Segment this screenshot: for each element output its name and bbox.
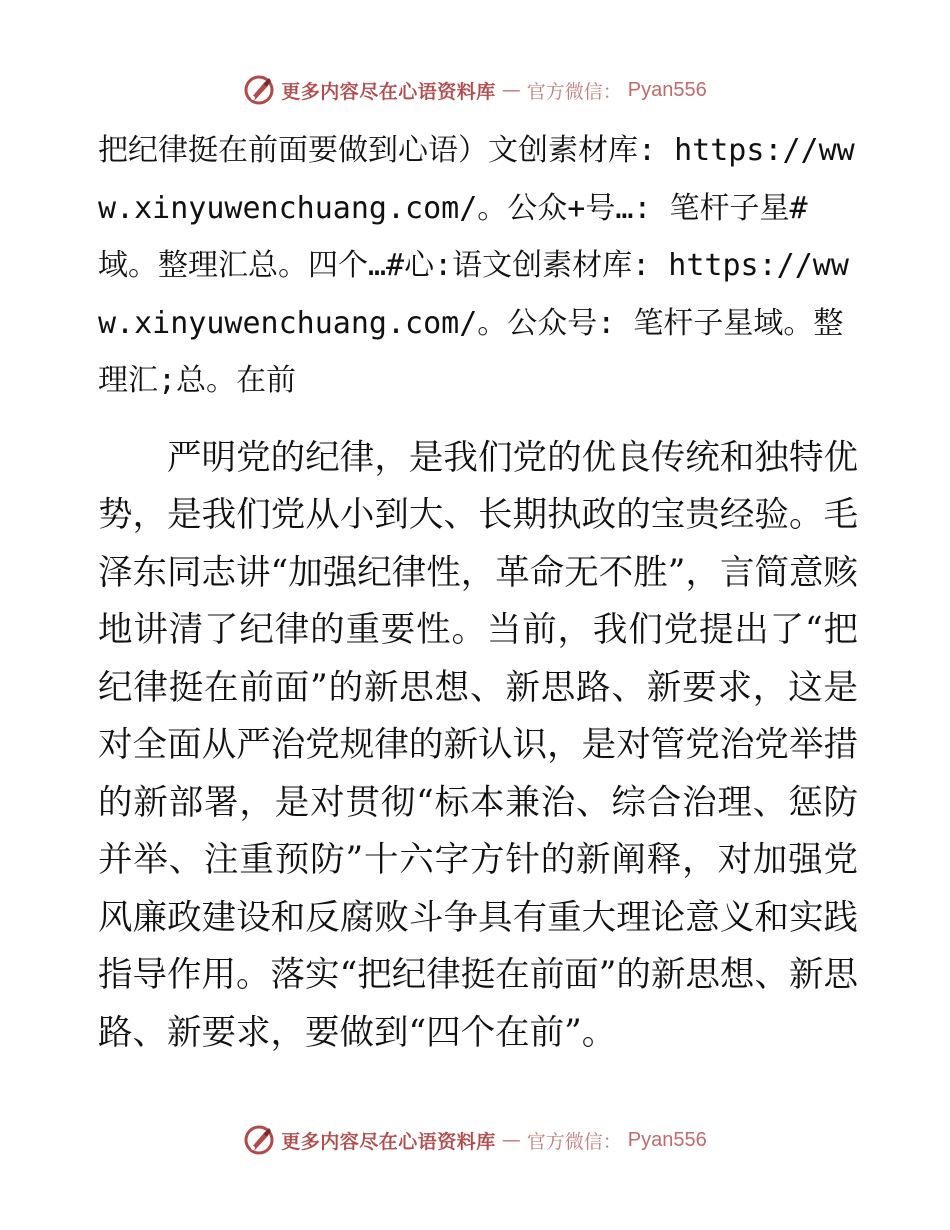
- pen-logo-icon: [243, 74, 275, 106]
- promo-text: 更多内容尽在心语资料库: [281, 1130, 496, 1153]
- body-paragraph: 严明党的纪律，是我们党的优良传统和独特优势，是我们党从小到大、长期执政的宝贵经验。毛泽东同志讲“加强纪律性，革命无不胜”，言简意赅地讲清了纪律的重要性。当前，我们党提出了“把纪律挺在前面”的新思想、新思路、新要求，这是对全面从严治党规律的新认识，是对管党治党举措的新部署，是对贯彻“标本兼治、综合治理、惩防并举、注重预防”十六字方针的新阐释，对加强党风廉政建设和反腐败斗争具有重大理论意义和实践指导作用。落实“把纪律挺在前面”的新思想、新思路、新要求，要做到“四个在前”。: [98, 437, 858, 1053]
- wechat-id: Pyan556: [627, 1128, 707, 1151]
- footer-banner: [0, 1120, 950, 1160]
- wechat-label: 官方微信：: [526, 1130, 622, 1153]
- header-banner: [0, 70, 950, 110]
- banner-dash: —: [501, 79, 521, 101]
- wechat-label: 官方微信：: [526, 80, 622, 103]
- document-body: [98, 122, 858, 1062]
- banner-dash: —: [501, 1129, 521, 1151]
- pen-logo-icon: [243, 1124, 275, 1156]
- wechat-id: Pyan556: [627, 78, 707, 101]
- intro-paragraph: 把纪律挺在前面要做到心语）文创素材库: https://www.xinyuwenchuang.com/。公众+号…: 笔杆子星#域。整理汇总。四个…#心:语文创素材库: https://www.xinyuwenchuang.com/。公众号: 笔杆子星域。整理汇;总。在前: [98, 133, 855, 398]
- promo-text: 更多内容尽在心语资料库: [281, 80, 496, 103]
